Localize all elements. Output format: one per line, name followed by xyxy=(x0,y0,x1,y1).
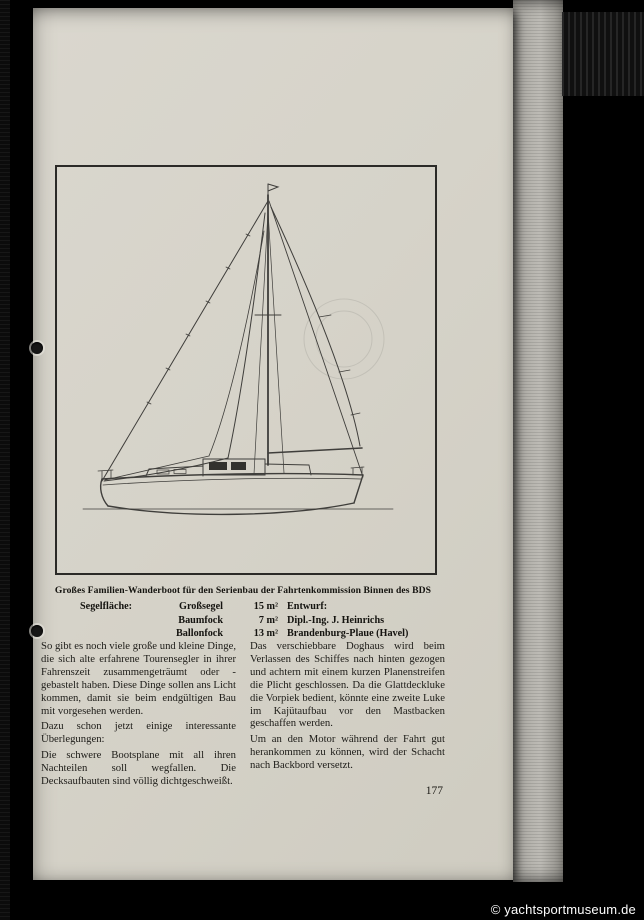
paragraph: So gibt es noch viele große und kleine Dinge, die sich alte erfahrene Tourensegler in ihrer Fahrenszeit zusammengeträumt oder -gebastelt haben. Diese Dinge sollen ans Licht kommen, damit sie beim endgültigen Bau mit vorgesehen werden. xyxy=(41,640,237,717)
spec-label: Großsegel xyxy=(179,601,223,612)
watermark-credit: © yachtsportmuseum.de xyxy=(490,902,636,917)
figure-caption: Großes Familien-Wanderboot für den Serienbau der Fahrtenkommission Binnen des BDS xyxy=(54,585,432,596)
spec-value: 13 m² xyxy=(253,628,278,640)
paragraph: Das verschiebbare Doghaus wird beim Verlassen des Schiffes nach hinten gezogen und achtern mit einem kurzen Planenstreifen die Plicht geschlossen. Da die Glattdeckluke die Vorpiek bedient, könnte eine zweite Luke im Kajütaufbau vor den Mastbacken geschaffen werden. xyxy=(250,640,445,730)
book-page xyxy=(33,8,513,880)
spec-left-header: Segelfläche: xyxy=(80,601,133,612)
text-column-right xyxy=(250,640,445,791)
paragraph: Um an den Motor während der Fahrt gut herankommen zu können, wird der Schacht nach Backbord versetzt. xyxy=(250,733,445,772)
spec-right-header: Entwurf: xyxy=(287,601,328,612)
paragraph: Die schwere Bootsplane mit all ihren Nachteilen soll wegfallen. Die Decksaufbauten sind völlig dichtgeschweißt. xyxy=(41,749,236,788)
spec-value: 15 m² xyxy=(253,601,278,612)
spec-designer-name: Dipl.-Ing. J. Heinrichs xyxy=(287,614,385,626)
punch-hole-top xyxy=(31,342,43,354)
scan-left-edge xyxy=(0,0,10,920)
book-fore-edge-pages xyxy=(513,0,563,882)
body-text-columns xyxy=(41,640,445,791)
spec-spacer xyxy=(80,628,144,641)
sailboat-line-drawing xyxy=(57,167,435,573)
dark-page-edges-top-right xyxy=(562,12,644,96)
spec-label: Ballonfock xyxy=(176,628,223,640)
sail-area-table xyxy=(41,601,445,641)
spec-label: Baumfock xyxy=(178,614,223,626)
paragraph: Dazu schon jetzt einige interessante Überlegungen: xyxy=(41,720,236,746)
spec-value: 7 m² xyxy=(258,614,278,626)
spec-spacer xyxy=(80,615,144,628)
page-number: 177 xyxy=(425,785,443,797)
spec-designer-city: Brandenburg-Plaue (Havel) xyxy=(287,628,409,640)
text-column-left xyxy=(41,640,236,791)
boat-drawing-frame xyxy=(55,165,437,575)
